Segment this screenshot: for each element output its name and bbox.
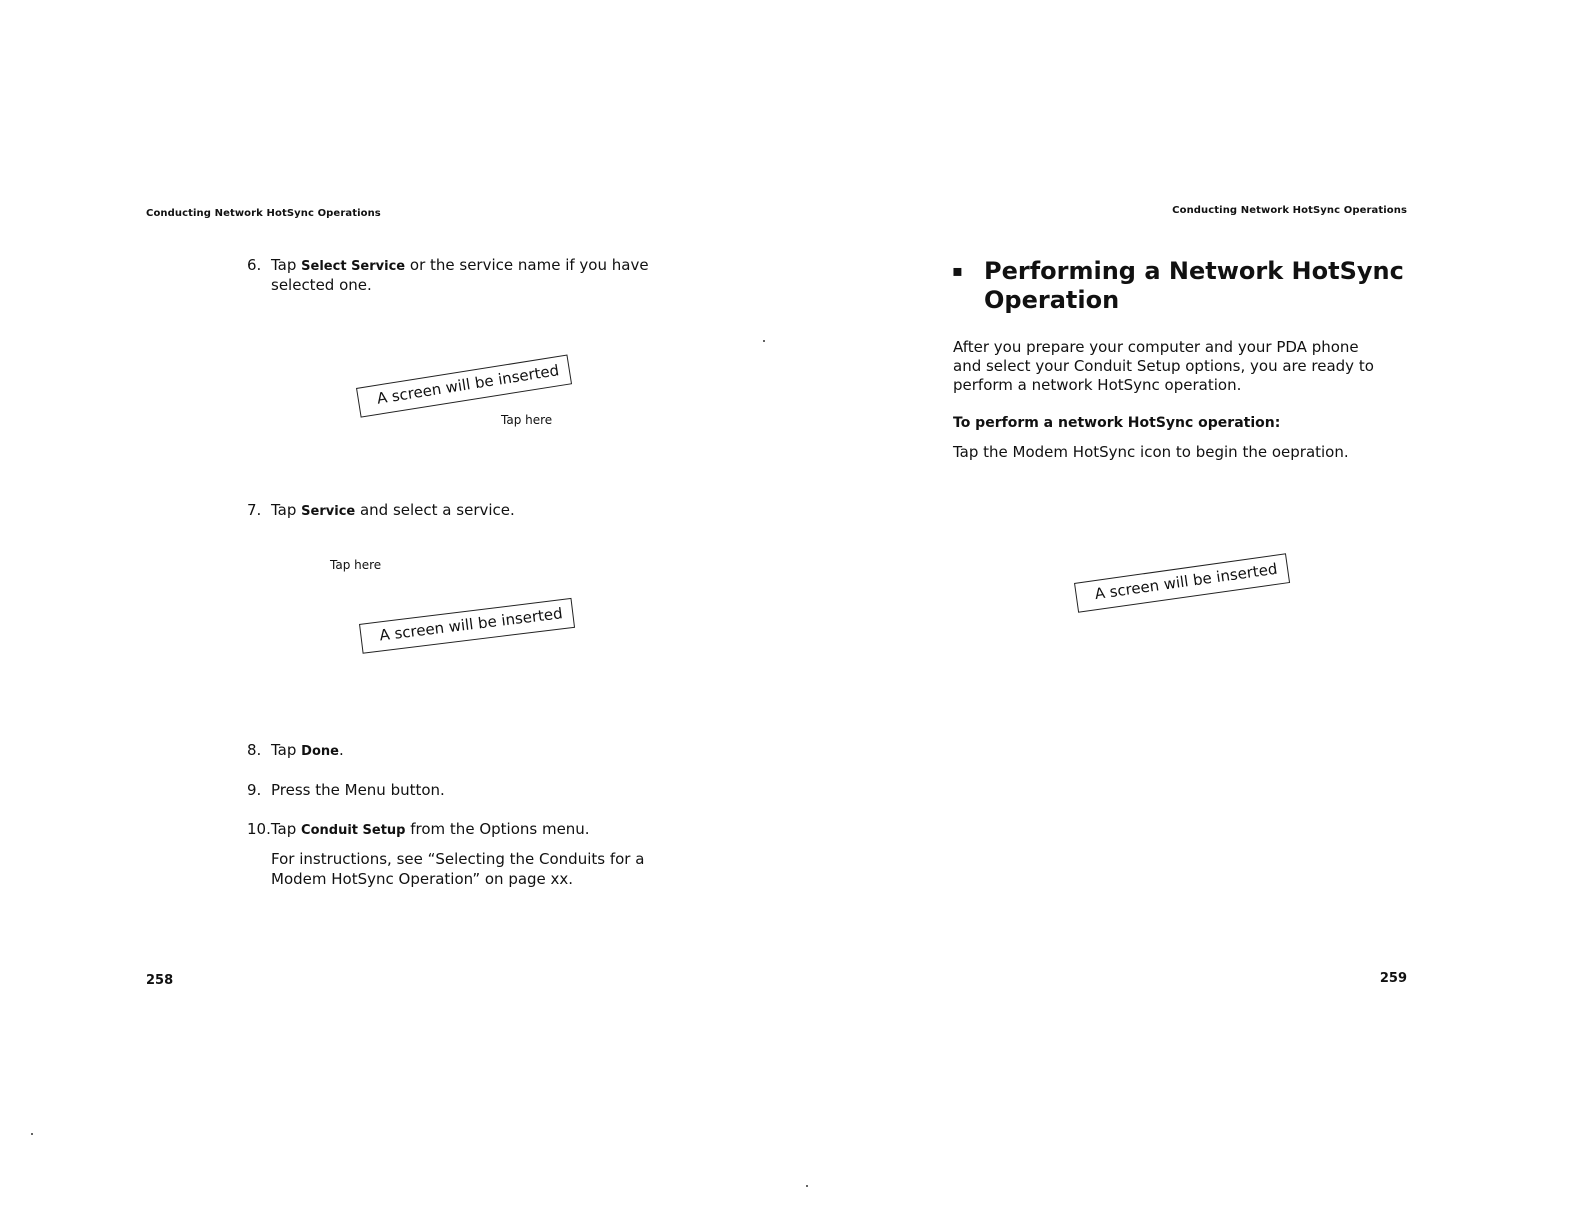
instructions-line-2: Modem HotSync Operation” on page xx. <box>271 870 574 888</box>
scan-speck <box>806 1185 808 1187</box>
scan-speck <box>31 1133 33 1135</box>
heading-bullet-icon: ▪ <box>952 261 963 280</box>
service-label: Service <box>301 504 356 519</box>
step-8-number: 8. <box>247 741 262 759</box>
step-7 <box>247 501 515 521</box>
step-6-pre: Tap <box>271 256 302 274</box>
step-8-pre: Tap <box>271 741 302 759</box>
screen-placeholder-2: A screen will be inserted <box>359 598 575 654</box>
screen-placeholder-1: A screen will be inserted <box>356 354 572 417</box>
section-heading-line-1: Performing a Network HotSync <box>984 257 1404 285</box>
done-label: Done <box>301 744 339 759</box>
procedure-step: Tap the Modem HotSync icon to begin the oepration. <box>953 443 1349 461</box>
step-6 <box>247 256 649 276</box>
left-page-number: 258 <box>146 973 174 988</box>
conduit-setup-label: Conduit Setup <box>301 823 406 838</box>
step-9 <box>247 781 445 800</box>
section-heading-line-2: Operation <box>984 286 1120 314</box>
step-10 <box>247 820 590 840</box>
tap-here-callout-2: Tap here <box>330 558 382 572</box>
step-7-post: and select a service. <box>355 501 515 519</box>
screen-placeholder-3: A screen will be inserted <box>1074 553 1290 613</box>
step-6-number: 6. <box>247 256 262 274</box>
step-8 <box>247 741 344 761</box>
procedure-title: To perform a network HotSync operation: <box>953 415 1281 431</box>
scan-speck <box>763 340 765 342</box>
step-7-number: 7. <box>247 501 262 519</box>
select-service-label: Select Service <box>301 259 406 274</box>
left-running-header: Conducting Network HotSync Operations <box>146 208 381 219</box>
step-10-post: from the Options menu. <box>405 820 590 838</box>
step-10-pre: Tap <box>270 820 302 838</box>
step-9-number: 9. <box>247 781 262 799</box>
step-6-post: or the service name if you have <box>405 256 649 274</box>
instructions-line-1: For instructions, see “Selecting the Conduits for a <box>271 850 645 868</box>
intro-paragraph-line-1: After you prepare your computer and your PDA phone <box>953 338 1359 356</box>
right-running-header: Conducting Network HotSync Operations <box>1172 205 1407 216</box>
intro-paragraph-line-2: and select your Conduit Setup options, you are ready to <box>953 357 1374 375</box>
tap-here-callout-1: Tap here <box>501 413 553 427</box>
intro-paragraph-line-3: perform a network HotSync operation. <box>953 376 1242 394</box>
step-8-post: . <box>338 741 344 759</box>
step-6-line-2: selected one. <box>271 276 372 294</box>
step-9-text: Press the Menu button. <box>271 781 445 799</box>
step-7-pre: Tap <box>271 501 302 519</box>
step-10-number: 10. <box>247 820 271 838</box>
right-page-number: 259 <box>1379 971 1407 986</box>
